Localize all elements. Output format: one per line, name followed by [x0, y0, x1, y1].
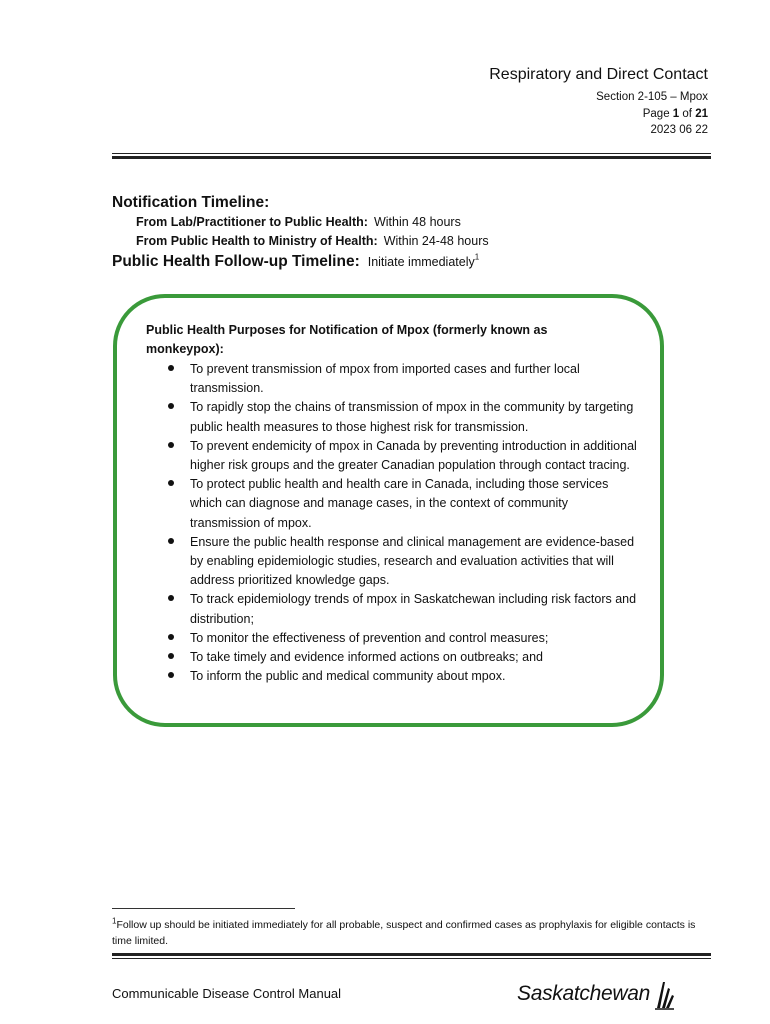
list-item — [164, 533, 640, 591]
page-total: 21 — [695, 108, 708, 120]
timeline-lab-row — [136, 215, 461, 229]
bullet-icon — [168, 634, 174, 640]
list-item — [164, 360, 640, 398]
list-item-text: To prevent transmission of mpox from imported cases and further local transmission. — [190, 362, 580, 396]
list-item-text: To inform the public and medical community about mpox. — [190, 669, 506, 684]
notification-timeline-heading: Notification Timeline: — [112, 194, 270, 211]
timeline-lab-label: From Lab/Practitioner to Public Health: — [136, 215, 368, 229]
bullet-icon — [168, 653, 174, 659]
footnote-reference[interactable]: 1 — [474, 252, 480, 262]
document-date: 2023 06 22 — [650, 124, 708, 136]
bullet-icon — [168, 403, 174, 409]
bullet-icon — [168, 538, 174, 544]
header-rule-thin — [112, 153, 711, 154]
list-item — [164, 590, 640, 628]
bullet-icon — [168, 480, 174, 486]
list-item — [164, 398, 640, 436]
page-prefix: Page — [642, 108, 670, 120]
bullet-icon — [168, 672, 174, 678]
list-item-text: To take timely and evidence informed actions on outbreaks; and — [190, 650, 543, 665]
list-item-text: To track epidemiology trends of mpox in Saskatchewan including risk factors and distribution; — [190, 592, 637, 626]
bullet-icon — [168, 365, 174, 371]
list-item — [164, 648, 640, 667]
list-item — [164, 475, 640, 533]
footnote-marker: 1 — [112, 916, 117, 926]
bullet-icon — [168, 442, 174, 448]
purposes-list — [164, 360, 640, 686]
timeline-ph-value: Within 24-48 hours — [383, 234, 489, 248]
list-item-text: To protect public health and health care in Canada, including those services which can diagnose and manage cases, in the context of community transmission of mpox. — [190, 477, 609, 530]
manual-name: Communicable Disease Control Manual — [112, 986, 342, 1001]
page-number — [643, 108, 708, 120]
list-item — [164, 667, 640, 686]
footer-rule-thick — [112, 953, 711, 956]
wheat-sheaf-icon — [653, 978, 675, 1010]
list-item — [164, 437, 640, 475]
footer-rule-thin — [112, 958, 711, 959]
saskatchewan-logo — [517, 976, 677, 1012]
list-item-text: To monitor the effectiveness of prevention and control measures; — [190, 630, 549, 645]
list-item-text: To prevent endemicity of mpox in Canada by preventing introduction in additional higher risk groups and the greater Canadian population through contact tracing. — [190, 438, 637, 473]
followup-timeline-label: Public Health Follow-up Timeline: — [112, 253, 360, 270]
timeline-lab-value: Within 48 hours — [373, 215, 461, 229]
purposes-heading: Public Health Purposes for Notification of Mpox (formerly known as monkeypox): — [146, 323, 548, 356]
timeline-ph-row — [136, 234, 489, 248]
footnote — [112, 917, 712, 949]
followup-timeline-row — [112, 253, 479, 271]
list-item-text: Ensure the public health response and clinical management are evidence-based by enabling epidemiologic studies, research and evaluation activities that will address prioritized knowledge gaps. — [190, 534, 635, 588]
page-current: 1 — [672, 108, 680, 120]
list-item — [164, 629, 640, 648]
page-of: of — [682, 108, 692, 120]
timeline-ph-label: From Public Health to Ministry of Health: — [136, 234, 378, 248]
logo-wordmark: Saskatchewan — [517, 982, 650, 1005]
followup-timeline-value: Initiate immediately — [367, 255, 475, 269]
header-rule-thick — [112, 156, 711, 159]
bullet-icon — [168, 595, 174, 601]
footnote-rule — [112, 908, 295, 909]
section-label: Section 2-105 – Mpox — [596, 91, 708, 103]
list-item-text: To rapidly stop the chains of transmission of mpox in the community by targeting public health measures to those highest risk for transmission. — [190, 400, 634, 434]
footnote-text: Follow up should be initiated immediately for all probable, suspect and confirmed cases as prophylaxis for eligible contacts is time limited. — [112, 919, 696, 947]
document-category-title: Respiratory and Direct Contact — [489, 66, 708, 83]
